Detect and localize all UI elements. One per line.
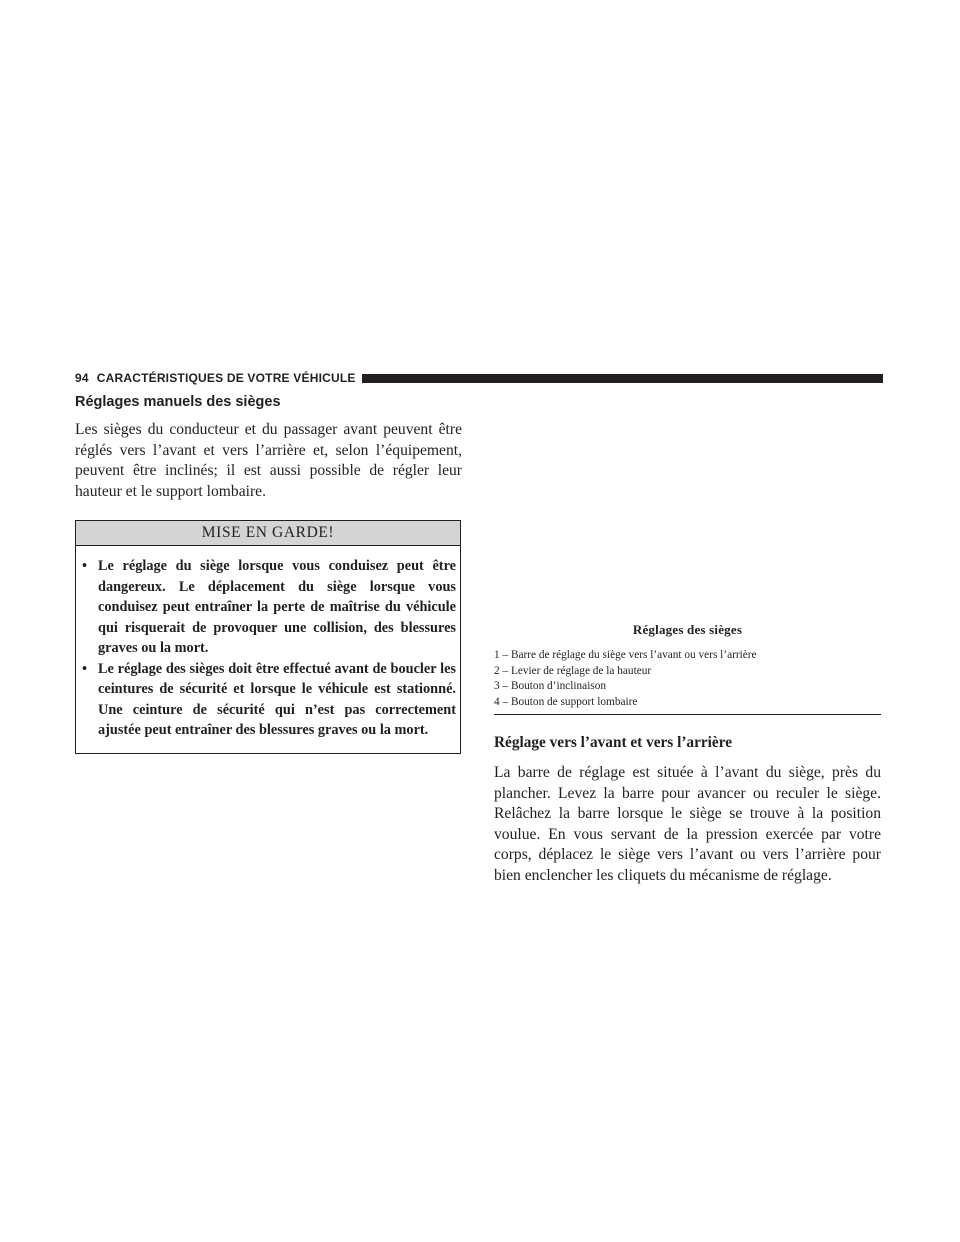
warning-box	[75, 520, 461, 754]
intro-paragraph: Les sièges du conducteur et du passager avant peuvent être réglés vers l’avant et vers l’arrière et, selon l’équipement, peuvent être inclinés; il est aussi possible de régler leur hauteur et le support lombaire.	[75, 421, 462, 500]
warning-item	[82, 556, 456, 659]
page-number: 94	[75, 371, 89, 385]
warning-list	[76, 546, 460, 753]
figure-caption: Réglages des sièges	[632, 622, 743, 637]
bullet-icon: •	[82, 660, 88, 677]
warning-item-text: Le réglage du siège lorsque vous conduisez peut être dangereux. Le déplacement du siège lorsque vous conduisez peut entraîner la perte de maîtrise du véhicule qui risquerait de provoquer une collision, des blessures graves ou la mort.	[98, 558, 456, 656]
figure-legend	[494, 648, 881, 715]
right-column	[494, 622, 881, 886]
section-heading: Réglages manuels des sièges	[75, 394, 281, 410]
body-paragraph: La barre de réglage est située à l’avant du siège, près du plancher. Levez la barre pour avancer ou reculer le siège. Relâchez la barre lorsque le siège se trouve à la position voulue. En vous servant de la pression exercée par votre corps, déplacez le siège vers l’avant ou vers l’arrière pour bien enclencher les cliquets du mécanisme de réglage.	[494, 764, 881, 884]
legend-item: 4 – Bouton de support lombaire	[494, 695, 638, 708]
page-header	[75, 369, 883, 387]
header-rule	[362, 374, 883, 383]
legend-item: 1 – Barre de réglage du siège vers l’avant ou vers l’arrière	[494, 649, 757, 661]
warning-item	[82, 659, 456, 741]
warning-title-bar	[76, 521, 460, 546]
subheading: Réglage vers l’avant et vers l’arrière	[494, 734, 732, 751]
warning-title: MISE EN GARDE!	[201, 524, 335, 541]
bullet-icon: •	[82, 558, 88, 574]
legend-item: 2 – Levier de réglage de la hauteur	[494, 664, 652, 677]
warning-item-text: Le réglage des sièges doit être effectué avant de boucler les ceintures de sécurité et lorsque le véhicule est stationné. Une ceinture de sécurité qui n’est pas correctement ajustée peut entraîner des blessures graves ou la mort.	[98, 660, 456, 738]
left-column	[75, 393, 462, 754]
legend-item: 3 – Bouton d’inclinaison	[494, 680, 607, 692]
section-title: CARACTÉRISTIQUES DE VOTRE VÉHICULE	[96, 371, 356, 385]
